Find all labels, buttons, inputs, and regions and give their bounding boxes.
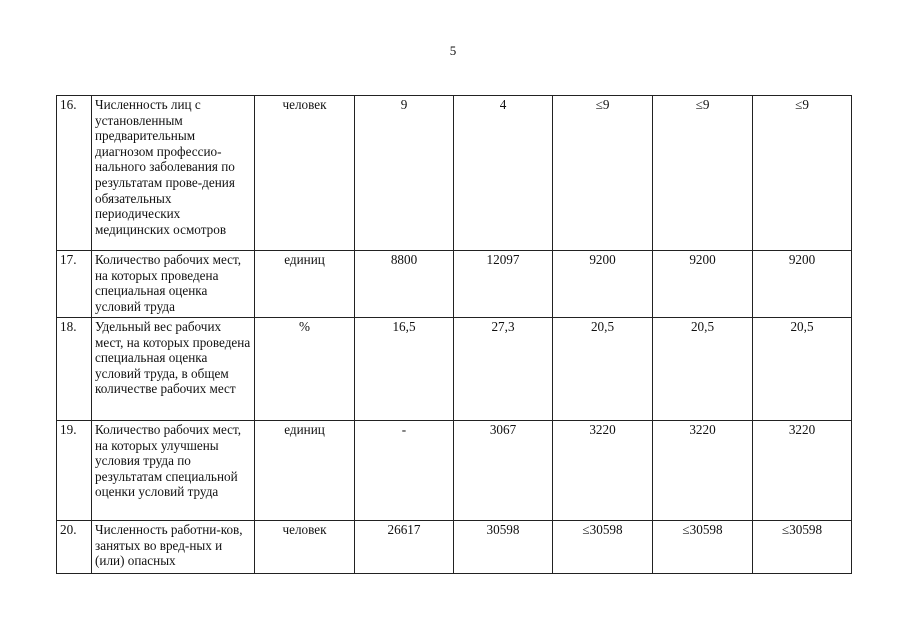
value-cell: 20,5 bbox=[553, 318, 653, 421]
table-row bbox=[57, 521, 852, 574]
value-cell: 20,5 bbox=[653, 318, 753, 421]
table-row bbox=[57, 318, 852, 421]
value-cell: 9200 bbox=[653, 251, 753, 318]
value-cell: 27,3 bbox=[454, 318, 553, 421]
value-cell: 3220 bbox=[553, 421, 653, 521]
unit-of-measure: человек bbox=[255, 521, 355, 574]
value-cell: 20,5 bbox=[753, 318, 852, 421]
value-cell: - bbox=[355, 421, 454, 521]
table-row bbox=[57, 96, 852, 251]
value-cell: ≤30598 bbox=[553, 521, 653, 574]
indicator-name: Количество рабочих мест, на которых улучшены условия труда по результатам специальной оценки условий труда bbox=[92, 421, 255, 521]
value-cell: ≤9 bbox=[653, 96, 753, 251]
unit-of-measure: человек bbox=[255, 96, 355, 251]
table-row bbox=[57, 421, 852, 521]
value-cell: 9200 bbox=[753, 251, 852, 318]
value-cell: ≤30598 bbox=[753, 521, 852, 574]
value-cell: 16,5 bbox=[355, 318, 454, 421]
row-number: 19. bbox=[57, 421, 92, 521]
indicator-name: Удельный вес рабочих мест, на которых проведена специальная оценка условий труда, в общем количестве рабочих мест bbox=[92, 318, 255, 421]
value-cell: 8800 bbox=[355, 251, 454, 318]
value-cell: 3220 bbox=[653, 421, 753, 521]
value-cell: 30598 bbox=[454, 521, 553, 574]
value-cell: 4 bbox=[454, 96, 553, 251]
indicator-name: Количество рабочих мест, на которых проведена специальная оценка условий труда bbox=[92, 251, 255, 318]
unit-of-measure: единиц bbox=[255, 421, 355, 521]
indicator-name: Численность лиц с установленным предварительным диагнозом профессио-нального заболевания по результатам прове-дения обязательных периодических медицинских осмотров bbox=[92, 96, 255, 251]
value-cell: 9200 bbox=[553, 251, 653, 318]
indicator-name: Численность работни-ков, занятых во вред-ных и (или) опасных bbox=[92, 521, 255, 574]
value-cell: 3067 bbox=[454, 421, 553, 521]
value-cell: 9 bbox=[355, 96, 454, 251]
value-cell: 26617 bbox=[355, 521, 454, 574]
table-row bbox=[57, 251, 852, 318]
value-cell: ≤30598 bbox=[653, 521, 753, 574]
unit-of-measure: единиц bbox=[255, 251, 355, 318]
indicators-table bbox=[56, 95, 852, 574]
value-cell: 12097 bbox=[454, 251, 553, 318]
unit-of-measure: % bbox=[255, 318, 355, 421]
page-number: 5 bbox=[449, 43, 457, 58]
row-number: 16. bbox=[57, 96, 92, 251]
value-cell: ≤9 bbox=[753, 96, 852, 251]
row-number: 17. bbox=[57, 251, 92, 318]
row-number: 18. bbox=[57, 318, 92, 421]
row-number: 20. bbox=[57, 521, 92, 574]
value-cell: ≤9 bbox=[553, 96, 653, 251]
value-cell: 3220 bbox=[753, 421, 852, 521]
